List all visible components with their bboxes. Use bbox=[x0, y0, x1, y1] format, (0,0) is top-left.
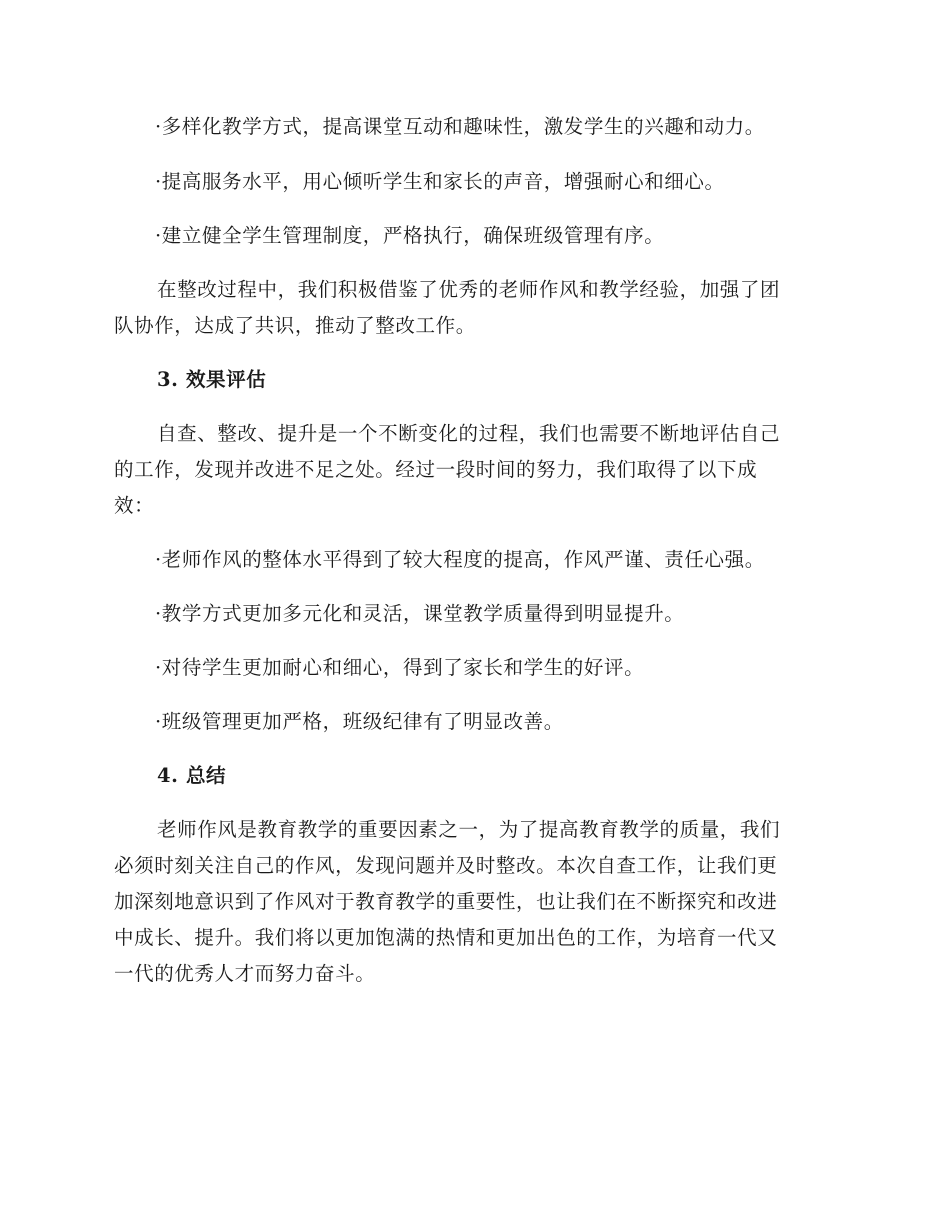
section-heading: 4. 总结 bbox=[157, 764, 227, 787]
paragraph-line: 加深刻地意识到了作风对于教育教学的重要性，也让我们在不断探究和改进 bbox=[114, 890, 778, 913]
paragraph-line: 在整改过程中，我们积极借鉴了优秀的老师作风和教学经验，加强了团 bbox=[157, 278, 781, 301]
section-heading: 3. 效果评估 bbox=[157, 368, 267, 391]
bullet-item: ·多样化教学方式，提高课堂互动和趣味性，激发学生的兴趣和动力。 bbox=[155, 115, 765, 138]
paragraph-line: 效： bbox=[114, 494, 155, 517]
bullet-item: ·老师作风的整体水平得到了较大程度的提高，作风严谨、责任心强。 bbox=[155, 548, 765, 571]
paragraph-line: 一代的优秀人才而努力奋斗。 bbox=[114, 962, 376, 985]
bullet-item: ·提高服务水平，用心倾听学生和家长的声音，增强耐心和细心。 bbox=[155, 170, 725, 193]
paragraph-line: 必须时刻关注自己的作风，发现问题并及时整改。本次自查工作，让我们更 bbox=[114, 854, 778, 877]
bullet-item: ·教学方式更加多元化和灵活，课堂教学质量得到明显提升。 bbox=[155, 602, 685, 625]
bullet-item: ·对待学生更加耐心和细心，得到了家长和学生的好评。 bbox=[155, 656, 645, 679]
paragraph-line: 的工作，发现并改进不足之处。经过一段时间的努力，我们取得了以下成 bbox=[114, 458, 758, 481]
paragraph-line: 中成长、提升。我们将以更加饱满的热情和更加出色的工作，为培育一代又 bbox=[114, 926, 778, 949]
paragraph-line: 老师作风是教育教学的重要因素之一，为了提高教育教学的质量，我们 bbox=[157, 818, 781, 841]
bullet-item: ·建立健全学生管理制度，严格执行，确保班级管理有序。 bbox=[155, 224, 665, 247]
paragraph-line: 自查、整改、提升是一个不断变化的过程，我们也需要不断地评估自己 bbox=[157, 422, 781, 445]
bullet-item: ·班级管理更加严格，班级纪律有了明显改善。 bbox=[155, 710, 564, 733]
paragraph-line: 队协作，达成了共识，推动了整改工作。 bbox=[114, 314, 476, 337]
